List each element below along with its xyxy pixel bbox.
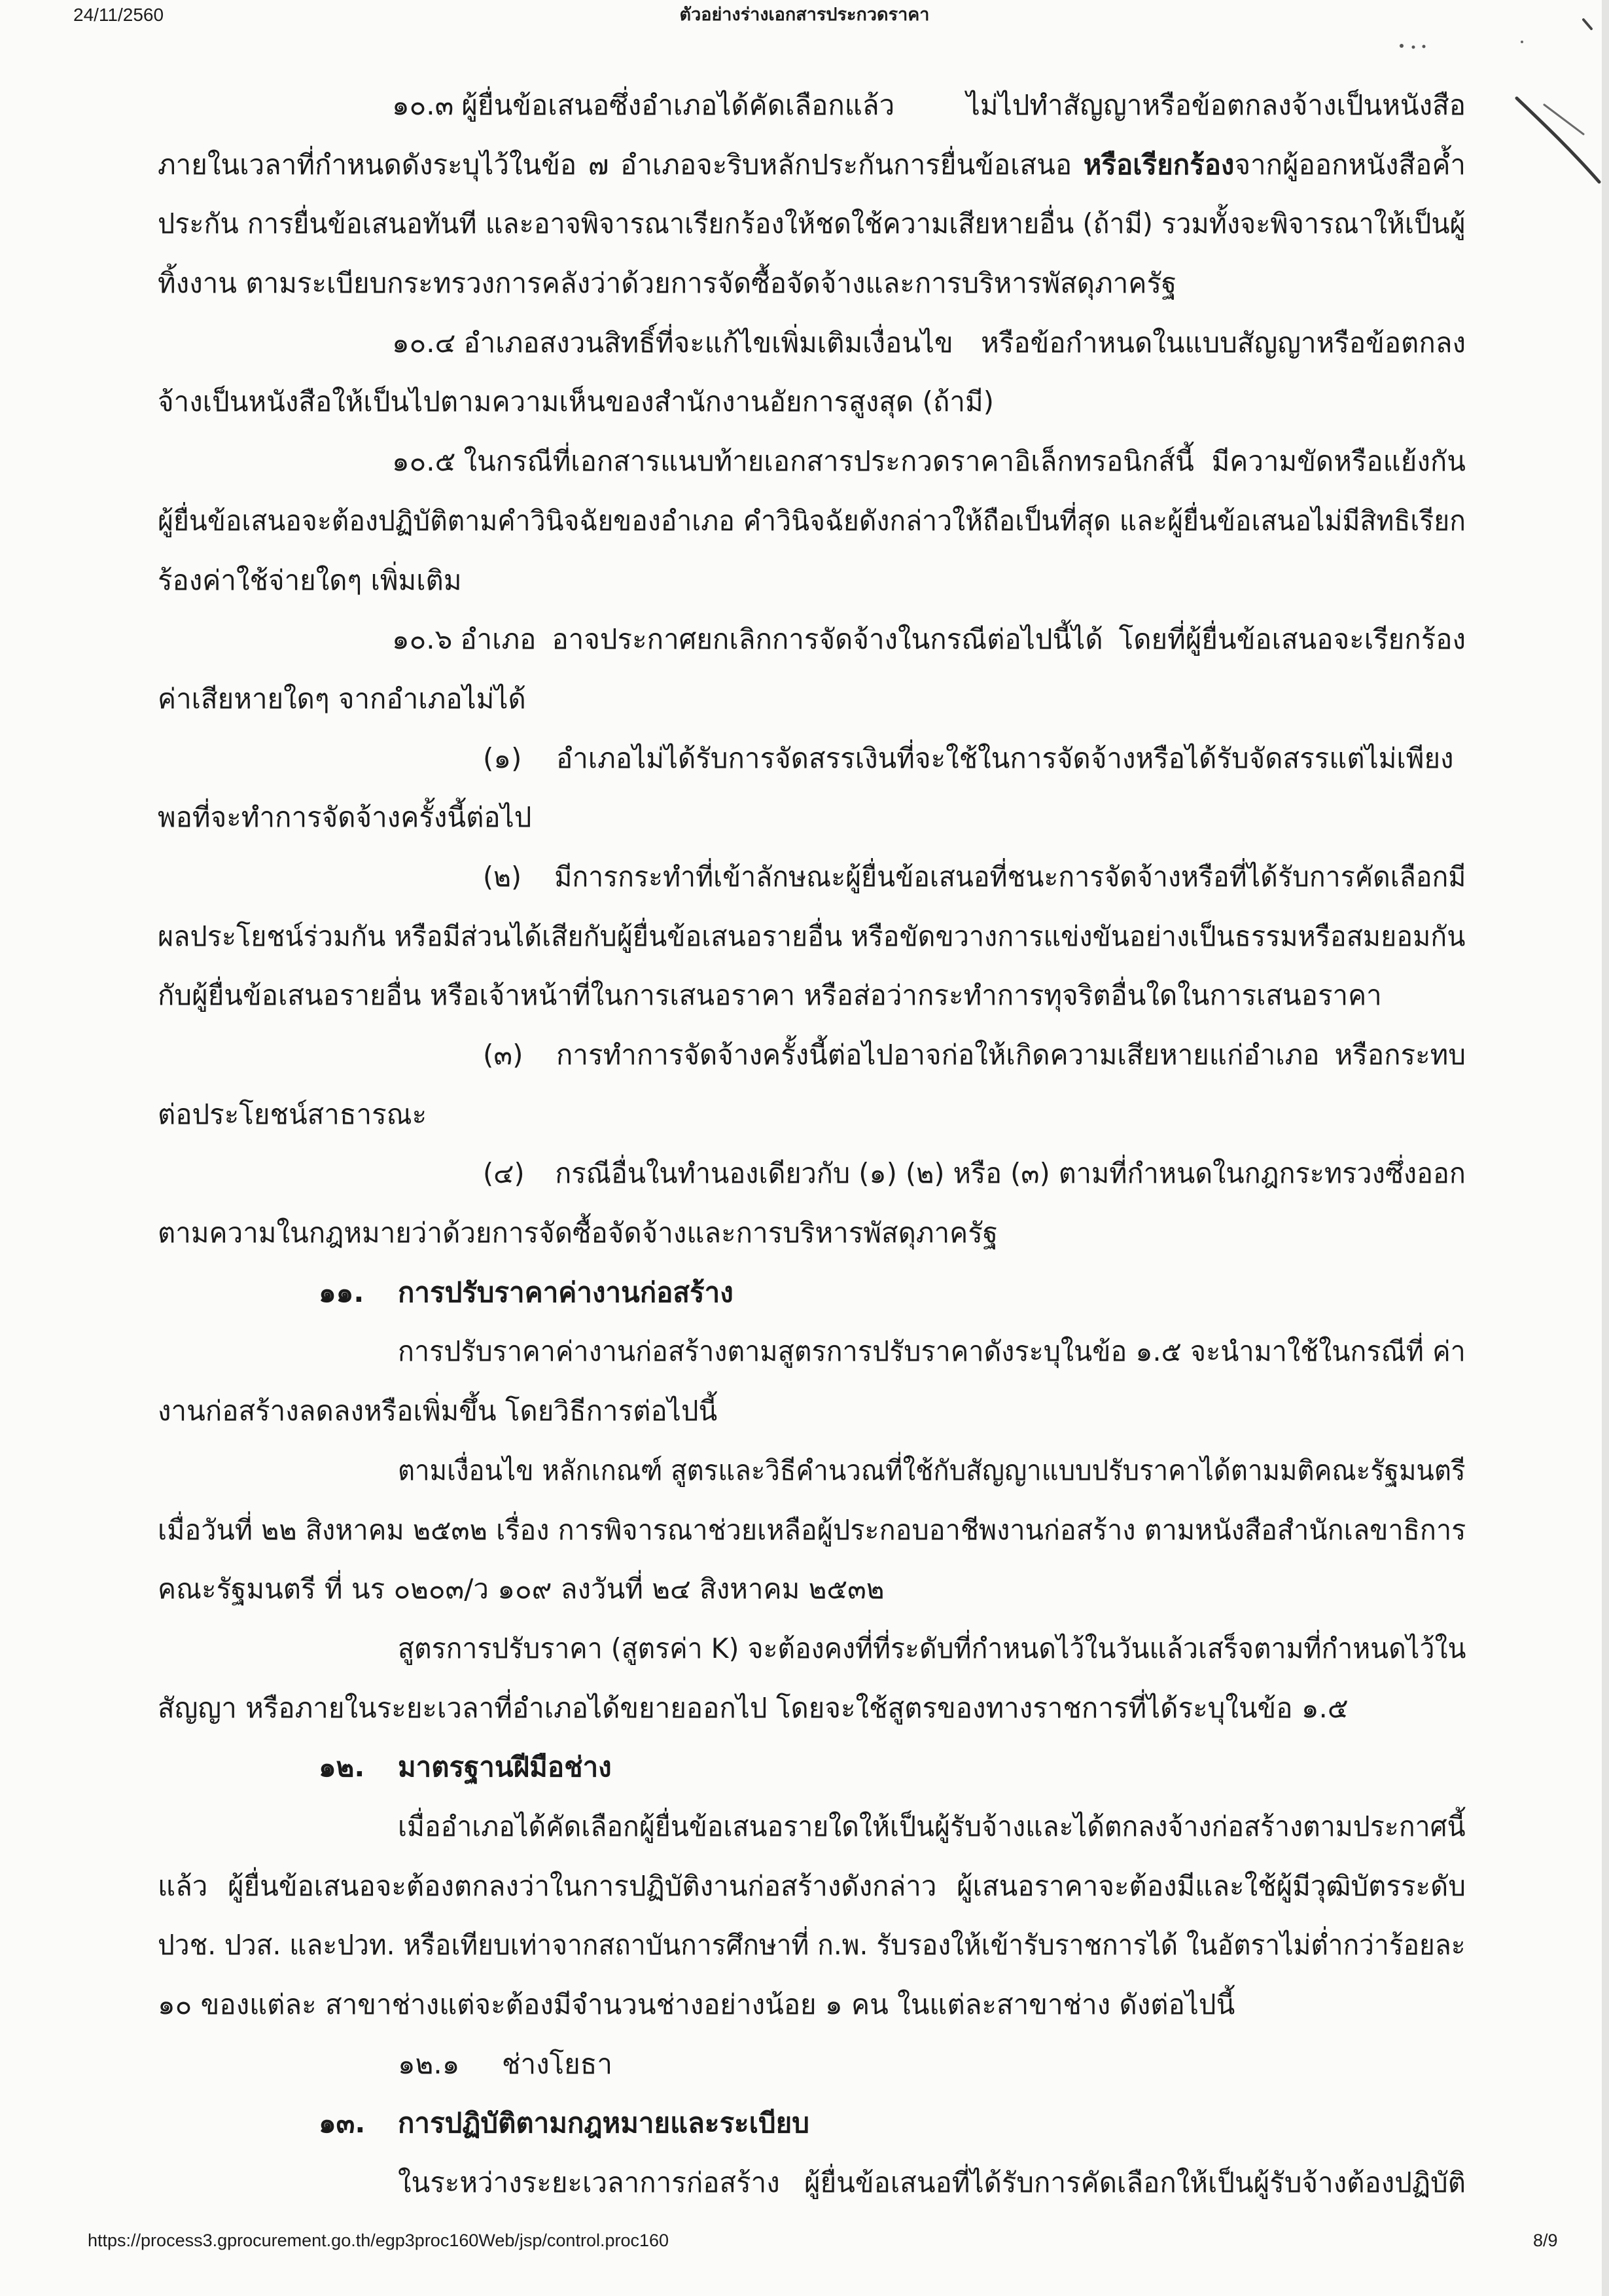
clause-10-6-line-2 (0, 670, 1466, 729)
section-heading: การปรับราคาค่างานก่อสร้าง (398, 1276, 734, 1308)
section-11-para-3-line-2 (0, 1679, 1466, 1738)
paragraph-text: ในระหว่างระยะเวลาการก่อสร้าง ผู้ยื่นข้อเสนอที่ได้รับการคัดเลือกให้เป็นผู้รับจ้างต้องปฏิบัติ (398, 2166, 1466, 2199)
line-content (398, 1322, 1466, 1382)
line-content (158, 979, 1382, 1011)
clause-number: ๑๐.๓ (392, 89, 454, 121)
clause-text: จากผู้ออกหนังสือค้ำ (1234, 148, 1466, 181)
paragraph-text: สูตรการปรับราคา (สูตรค่า K) จะต้องคงที่ที่ระดับที่กำหนดไว้ในวันแล้วเสร็จตามที่กำหนดไว้ใน (398, 1632, 1466, 1664)
section-11-heading (0, 1263, 1466, 1323)
print-date: 24/11/2560 (73, 5, 164, 25)
line-content (158, 1395, 717, 1427)
line-content (398, 1619, 1466, 1679)
line-content (158, 683, 526, 715)
clause-text: ประกัน การยื่นข้อเสนอทันที และอาจพิจารณาเรียกร้องให้ชดใช้ความเสียหายอื่น (ถ้ามี) รวมทั้งจะพิจารณาให้เป็นผู้ (158, 207, 1466, 240)
section-12-line-3 (0, 1916, 1466, 1975)
item-text: มีการกระทำที่เข้าลักษณะผู้ยื่นข้อเสนอที่ชนะการจัดจ้างหรือที่ได้รับการคัดเลือกมี (554, 860, 1466, 893)
line-content (158, 1988, 1235, 2020)
line-content (483, 742, 1454, 774)
line-content (398, 1441, 1466, 1501)
line-content (158, 1916, 1466, 1975)
line-content (158, 267, 1176, 299)
line-content (158, 1692, 1349, 1724)
line-content (398, 2166, 1466, 2198)
clause-text: ผู้ยื่นข้อเสนอจะต้องปฏิบัติตามคำวินิจฉัยของอำเภอ คำวินิจฉัยดังกล่าวให้ถือเป็นที่สุด และผู้ยื่นข้อเสนอไม่มีสิทธิเรียก (158, 504, 1466, 537)
section-11-para-1-line-2 (0, 1382, 1466, 1441)
paragraph-text: สัญญา หรือภายในระยะเวลาที่อำเภอได้ขยายออกไป โดยจะใช้สูตรของทางราชการที่ได้ระบุในข้อ ๑.๕ (158, 1691, 1349, 1724)
clause-10-3-line-3 (0, 194, 1466, 254)
line-content (398, 2048, 612, 2080)
line-content (158, 492, 1466, 551)
clause-10-6-item-3-line-1 (0, 1026, 1466, 1085)
clause-text: ผู้ยื่นข้อเสนอซึ่งอำเภอได้คัดเลือกแล้ว ไม่ไปทำสัญญาหรือข้อตกลงจ้างเป็นหนังสือ (461, 89, 1466, 121)
clause-10-6-item-4-line-2 (0, 1204, 1466, 1263)
clause-text: ค่าเสียหายใดๆ จากอำเภอไม่ได้ (158, 682, 526, 715)
clause-10-6-item-2-line-2 (0, 907, 1466, 967)
line-content (158, 386, 994, 418)
paragraph-text: ๑๐ ของแต่ละ สาขาช่างแต่จะต้องมีจำนวนช่างอย่างน้อย ๑ คน ในแต่ละสาขาช่าง ดังต่อไปนี้ (158, 1988, 1235, 2020)
clause-10-6-item-4-line-1 (0, 1144, 1466, 1204)
clause-10-5-line-3 (0, 551, 1466, 611)
scan-speck (1423, 45, 1426, 48)
section-heading: มาตรฐานฝีมือช่าง (398, 1751, 612, 1784)
paragraph-text: งานก่อสร้างลดลงหรือเพิ่มขึ้น โดยวิธีการต่อไปนี้ (158, 1395, 718, 1427)
clause-text: อำเภอสงวนสิทธิ์ที่จะแก้ไขเพิ่มเติมเงื่อนไข หรือข้อกำหนดในแบบสัญญาหรือข้อตกลง (463, 326, 1466, 359)
paragraph-text: เมื่ออำเภอได้คัดเลือกผู้ยื่นข้อเสนอรายใดให้เป็นผู้รับจ้างและได้ตกลงจ้างก่อสร้างตามประกาศนี้ (398, 1810, 1466, 1842)
paragraph-text: แล้ว ผู้ยื่นข้อเสนอจะต้องตกลงว่าในการปฏิบัติงานก่อสร้างดังกล่าว ผู้เสนอราคาจะต้องมีและใช้ผู้มีวุฒิบัตรระดับ (158, 1869, 1466, 1902)
line-content (319, 1751, 612, 1783)
clause-10-5-line-1 (0, 432, 1466, 492)
section-12-line-2 (0, 1857, 1466, 1916)
paragraph-text: คณะรัฐมนตรี ที่ นร ๐๒๐๓/ว ๑๐๙ ลงวันที่ ๒๔ สิงหาคม ๒๕๓๒ (158, 1573, 885, 1605)
clause-text: ในกรณีที่เอกสารแนบท้ายเอกสารประกวดราคาอิเล็กทรอนิกส์นี้ มีความขัดหรือแย้งกัน (463, 445, 1466, 478)
clause-10-3-line-4 (0, 254, 1466, 314)
line-content (483, 848, 1466, 907)
item-text: กรณีอื่นในทำนองเดียวกับ (๑) (๒) หรือ (๓) ตามที่กำหนดในกฎกระทรวงซึ่งออก (555, 1157, 1466, 1190)
clause-text-emphasis: หรือเรียกร้อง (1083, 148, 1235, 181)
clause-10-6-line-1 (0, 610, 1466, 670)
line-content (158, 149, 1466, 181)
clause-number: ๑๐.๔ (392, 326, 456, 359)
line-content (392, 445, 1466, 477)
line-content (158, 1217, 998, 1249)
item-text: ต่อประโยชน์สาธารณะ (158, 1098, 427, 1130)
paragraph-text: ตามเงื่อนไข หลักเกณฑ์ สูตรและวิธีคำนวณที่ใช้กับสัญญาแบบปรับราคาได้ตามมติคณะรัฐมนตรี (398, 1454, 1466, 1486)
section-13-heading (0, 2094, 1466, 2153)
section-number: ๑๓. (319, 2107, 366, 2140)
page-number: 8/9 (1533, 2231, 1558, 2250)
item-text: กับผู้ยื่นข้อเสนอรายอื่น หรือเจ้าหน้าที่ในการเสนอราคา หรือส่อว่ากระทำการทุจริตอื่นใดในการเสนอราคา (158, 979, 1382, 1012)
line-content (392, 623, 1466, 655)
line-content (158, 801, 531, 833)
paragraph-text: การปรับราคาค่างานก่อสร้างตามสูตรการปรับราคาดังระบุในข้อ ๑.๕ จะนำมาใช้ในกรณีที่ ค่า (398, 1335, 1466, 1368)
section-13-line-1 (0, 2153, 1466, 2213)
item-text: อำเภอไม่ได้รับการจัดสรรเงินที่จะใช้ในการจัดจ้างหรือได้รับจัดสรรแต่ไม่เพียง (556, 742, 1454, 774)
clause-10-6-item-1-line-2 (0, 788, 1466, 848)
line-content (158, 1870, 1466, 1902)
item-text: การทำการจัดจ้างครั้งนี้ต่อไปอาจก่อให้เกิดความเสียหายแก่อำเภอ หรือกระทบ (556, 1039, 1466, 1071)
section-number: ๑๒. (319, 1751, 365, 1784)
section-number: ๑๑. (319, 1276, 364, 1308)
clause-number: ๑๐.๖ (392, 623, 453, 656)
scan-speck (1521, 41, 1523, 43)
footer-url: https://process3.gprocurement.go.th/egp3proc160Web/jsp/control.proc160 (88, 2231, 669, 2250)
line-content (158, 1501, 1466, 1560)
line-content (158, 194, 1466, 254)
clause-10-6-item-1-line-1 (0, 729, 1466, 789)
line-content (158, 907, 1466, 967)
section-12-line-4 (0, 1975, 1466, 2035)
clause-10-5-line-2 (0, 492, 1466, 551)
section-11-para-2-line-2 (0, 1501, 1466, 1560)
line-content (158, 564, 462, 596)
line-content (483, 1039, 1466, 1071)
item-number: (๒) (483, 860, 522, 893)
clause-10-3-line-2 (0, 135, 1466, 195)
item-number: (๔) (483, 1157, 525, 1190)
clause-text: อำเภอ อาจประกาศยกเลิกการจัดจ้างในกรณีต่อไปนี้ได้ โดยที่ผู้ยื่นข้อเสนอจะเรียกร้อง (460, 623, 1466, 656)
item-number: (๑) (483, 742, 522, 774)
paragraph-text: ปวช. ปวส. และปวท. หรือเทียบเท่าจากสถาบันการศึกษาที่ ก.พ. รับรองให้เข้ารับราชการได้ ในอัตราไม่ต่ำกว่าร้อยละ (158, 1929, 1466, 1962)
clause-10-6-item-3-line-2 (0, 1085, 1466, 1145)
clause-10-6-item-2-line-1 (0, 848, 1466, 907)
clause-text: จ้างเป็นหนังสือให้เป็นไปตามความเห็นของสำนักงานอัยการสูงสุด (ถ้ามี) (158, 386, 995, 418)
item-number: (๓) (483, 1039, 523, 1071)
line-content (392, 327, 1466, 359)
line-content (319, 1276, 734, 1308)
line-content (392, 89, 1466, 121)
section-11-para-2-line-3 (0, 1560, 1466, 1619)
item-text: พอที่จะทำการจัดจ้างครั้งนี้ต่อไป (158, 801, 532, 834)
section-12-1 (0, 2035, 1466, 2094)
section-12-heading (0, 1738, 1466, 1797)
section-11-para-1-line-1 (0, 1322, 1466, 1382)
section-heading: การปฏิบัติตามกฎหมายและระเบียบ (398, 2107, 809, 2140)
clause-10-3-line-1 (0, 76, 1466, 135)
document-title: ตัวอย่างร่างเอกสารประกวดราคา (679, 5, 930, 25)
line-content (158, 1098, 427, 1130)
paragraph-text: เมื่อวันที่ ๒๒ สิงหาคม ๒๕๓๒ เรื่อง การพิจารณาช่วยเหลือผู้ประกอบอาชีพงานก่อสร้าง ตามหนังสือสำนักเลขาธิการ (158, 1513, 1466, 1546)
clause-text: ทิ้งงาน ตามระเบียบกระทรวงการคลังว่าด้วยการจัดซื้อจัดจ้างและการบริหารพัสดุภาครัฐ (158, 267, 1177, 300)
clause-number: ๑๐.๕ (392, 445, 456, 478)
scan-speck (1412, 46, 1415, 49)
clause-text: ภายในเวลาที่กำหนดดังระบุไว้ในข้อ ๗ อำเภอจะริบหลักประกันการยื่นข้อเสนอ (158, 148, 1084, 181)
line-content (398, 1797, 1466, 1857)
item-text: ตามความในกฎหมายว่าด้วยการจัดซื้อจัดจ้างและการบริหารพัสดุภาครัฐ (158, 1217, 998, 1249)
line-content (319, 2107, 809, 2139)
section-12-line-1 (0, 1797, 1466, 1857)
document-body (0, 76, 1609, 2213)
clause-10-6-item-2-line-3 (0, 966, 1466, 1026)
scan-speck (1400, 44, 1404, 48)
clause-10-4-line-2 (0, 372, 1466, 432)
line-content (158, 1573, 885, 1605)
section-11-para-2-line-1 (0, 1441, 1466, 1501)
subsection-number: ๑๒.๑ (398, 2047, 460, 2080)
clause-10-4-line-1 (0, 314, 1466, 373)
section-11-para-3-line-1 (0, 1619, 1466, 1679)
item-text: ผลประโยชน์ร่วมกัน หรือมีส่วนได้เสียกับผู้ยื่นข้อเสนอรายอื่น หรือขัดขวางการแข่งขันอย่างเป็นธรรมหรือสมยอมกัน (158, 920, 1466, 952)
line-content (483, 1144, 1466, 1204)
subsection-text: ช่างโยธา (502, 2047, 612, 2080)
clause-text: ร้องค่าใช้จ่ายใดๆ เพิ่มเติม (158, 564, 462, 596)
